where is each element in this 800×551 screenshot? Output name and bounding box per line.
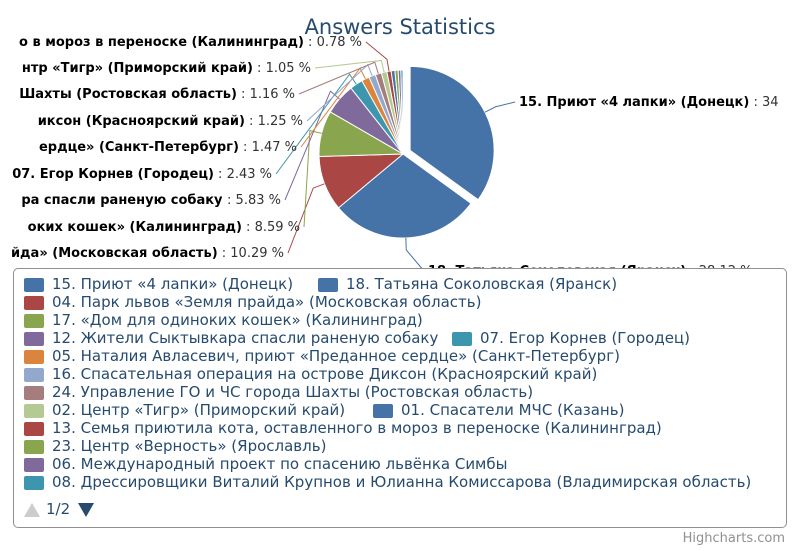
legend-item-label: 17. «Дом для одиноких кошек» (Калининград) [52,311,423,329]
pie-data-label: ердце» (Санкт-Петербург) : 1.47 % [38,140,297,155]
pie-data-label: ра спасли раненую собаку : 5.83 % [21,193,281,208]
legend-color-swatch [24,350,44,364]
pie-data-label: 15. Приют «4 лапки» (Донецк) : 34 [519,95,779,110]
pie-label-connector [406,238,424,271]
chart-title: Answers Statistics [304,15,496,39]
pie-label-connector [304,130,322,227]
legend-item-label: 16. Спасательная операция на острове Диксон (Красноярский край) [52,365,598,383]
legend-color-swatch [24,422,44,436]
pie-data-label: нтр «Тигр» (Приморский край) : 1.05 % [21,61,311,76]
legend-items [22,275,787,491]
legend-color-swatch [452,332,472,346]
chart-legend [13,268,787,528]
legend-item-label: 04. Парк львов «Земля прайда» (Московская область) [52,293,482,311]
credits-link[interactable]: Highcharts.com [682,531,785,546]
legend-color-swatch [24,368,44,382]
legend-item-label: 18. Татьяна Соколовская (Яранск) [346,275,618,293]
legend-page-up-arrow-icon[interactable] [24,503,40,517]
legend-color-swatch [373,404,393,418]
legend-item-label: 24. Управление ГО и ЧС города Шахты (Ростовская область) [52,383,534,401]
pie-data-label: йда» (Московская область) : 10.29 % [10,246,284,261]
legend-color-swatch [24,332,44,346]
legend-item-label: 23. Центр «Верность» (Ярославль) [52,437,327,455]
pie-label-connector [485,102,515,112]
legend-color-swatch [24,440,44,454]
legend-color-swatch [24,458,44,472]
legend-item-label: 07. Егор Корнев (Городец) [480,329,690,347]
legend-item-label: 08. Дрессировщики Виталий Крупнов и Юлианна Комиссарова (Владимирская область) [52,473,752,491]
legend-color-swatch [24,278,44,292]
pie-data-label: 07. Егор Корнев (Городец) : 2.43 % [12,167,272,182]
legend-item-label: 05. Наталия Авласевич, приют «Преданное сердце» (Санкт-Петербург) [52,347,620,365]
pie-data-label: иксон (Красноярский край) : 1.25 % [37,114,303,129]
pie-data-label: оких кошек» (Калининград) : 8.59 % [27,220,300,235]
legend-page-down-arrow-icon[interactable] [78,503,94,517]
legend-item-label: 06. Международный проект по спасению львёнка Симбы [52,455,508,473]
legend-color-swatch [24,296,44,310]
legend-item-label: 13. Семья приютила кота, оставленного в мороз в переноске (Калининград) [52,419,662,437]
legend-item-label: 15. Приют «4 лапки» (Донецк) [52,275,294,293]
pie-label-connector [366,42,389,71]
legend-color-swatch [24,476,44,490]
legend-item-label: 02. Центр «Тигр» (Приморский край) [52,401,346,419]
legend-page-indicator: 1/2 [46,500,71,518]
legend-color-swatch [24,404,44,418]
legend-color-swatch [24,314,44,328]
pie-data-label: Шахты (Ростовская область) : 1.16 % [19,87,295,102]
pie-data-label: о в мороз в переноске (Калининград) : 0.78 % [19,35,362,50]
legend-item-label: 12. Жители Сыктывкара спасли раненую собаку [52,329,439,347]
legend-color-swatch [24,386,44,400]
legend-color-swatch [318,278,338,292]
legend-item-label: 01. Спасатели МЧС (Казань) [401,401,625,419]
